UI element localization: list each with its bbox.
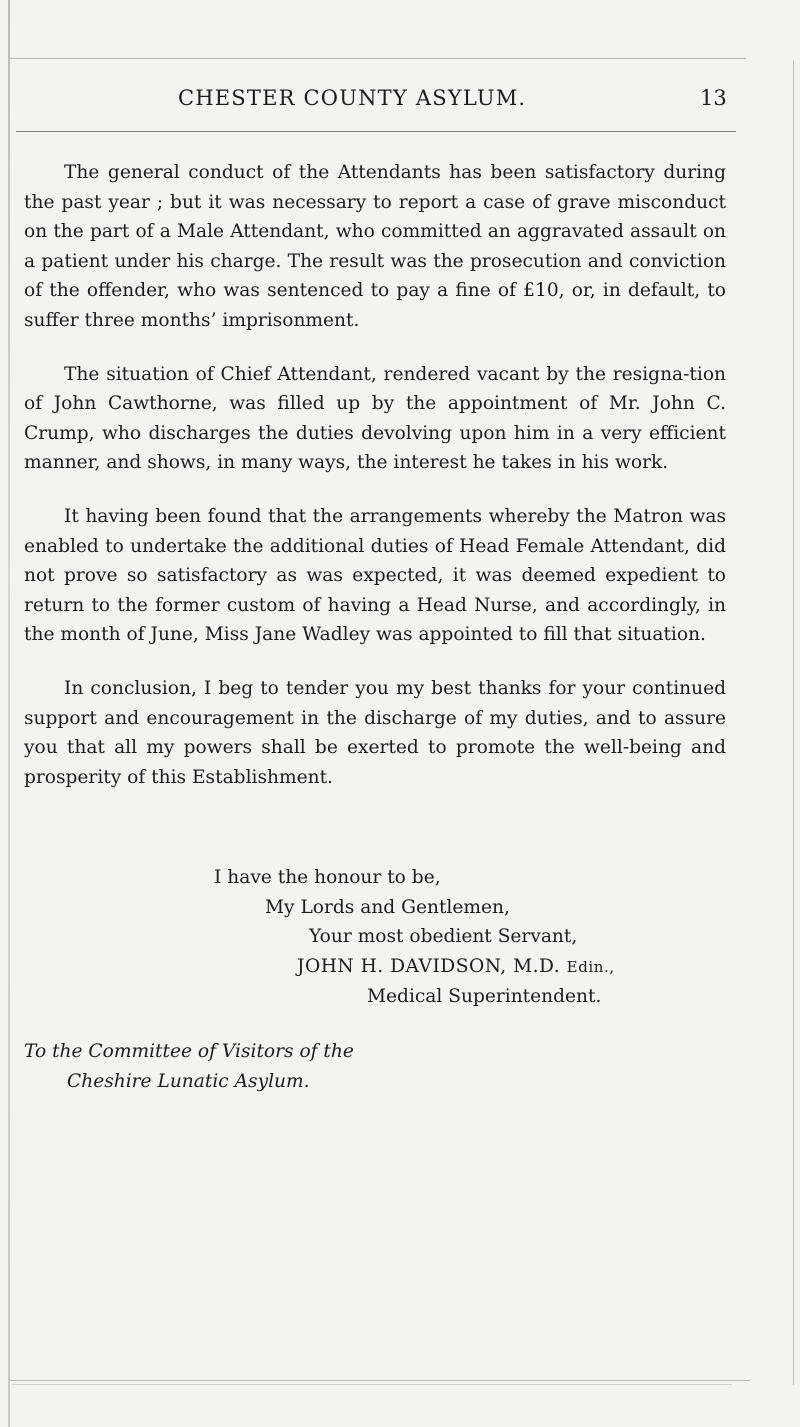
running-head: CHESTER COUNTY ASYLUM. bbox=[178, 86, 527, 110]
signature-line bbox=[24, 952, 726, 983]
body-text bbox=[24, 158, 726, 1092]
addressee-block bbox=[24, 1037, 726, 1096]
scan-top-edge bbox=[10, 58, 746, 59]
closing-line: I have the honour to be, bbox=[214, 867, 441, 888]
scan-bottom-edge bbox=[10, 1380, 750, 1381]
paragraph-attendants-conduct: The general conduct of the Attendants has been satisfactory during the past year ; but it was necessary to report a case of grave misconduct on the part of a Male Attendant, who committed an aggravated assault on a patient under his charge. The result was the prosecution and conviction of the offender, who was sentenced to pay a fine of £10, or, in default, to suffer three months’ imprisonment. bbox=[24, 162, 726, 331]
page-header bbox=[0, 86, 800, 116]
paragraph-head-nurse: It having been found that the arrangements whereby the Matron was enabled to undertake the additional duties of Head Female Attendant, did not prove so satisfactory as was expected, it was deemed expedient to return to the former custom of having a Head Nurse, and accordingly, in the month of June, Miss Jane Wadley was appointed to fill that situation. bbox=[24, 505, 726, 646]
paragraph-chief-attendant: The situation of Chief Attendant, rendered vacant by the resigna-tion of John Cawthorne, was filled up by the appointment of Mr. John C. Crump, who discharges the duties devolving upon him in a very efficient manner, and shows, in many ways, the interest he takes in his work. bbox=[24, 363, 726, 474]
closing-block bbox=[24, 863, 726, 1012]
signatory-title: Medical Superintendent. bbox=[367, 986, 602, 1008]
addressee-institution: Cheshire Lunatic Asylum. bbox=[67, 1070, 310, 1092]
header-rule bbox=[16, 131, 736, 132]
page-edge-right bbox=[793, 60, 794, 1385]
addressee-line: To the Committee of Visitors of the bbox=[24, 1041, 354, 1062]
scan-bottom-edge-inner bbox=[12, 1384, 732, 1385]
page-number: 13 bbox=[700, 86, 727, 110]
paragraph-conclusion: In conclusion, I beg to tender you my best thanks for your continued support and encouragement in the discharge of my duties, and to assure you that all my powers shall be exerted to promote the well-being and prosperity of this Establishment. bbox=[24, 677, 726, 788]
salutation-line: My Lords and Gentlemen, bbox=[265, 896, 510, 918]
signature-name: JOHN H. DAVIDSON, M.D. bbox=[297, 955, 561, 977]
binding-edge bbox=[8, 0, 10, 1427]
valediction-line: Your most obedient Servant, bbox=[309, 926, 578, 948]
signature-degree: Edin., bbox=[566, 957, 615, 976]
